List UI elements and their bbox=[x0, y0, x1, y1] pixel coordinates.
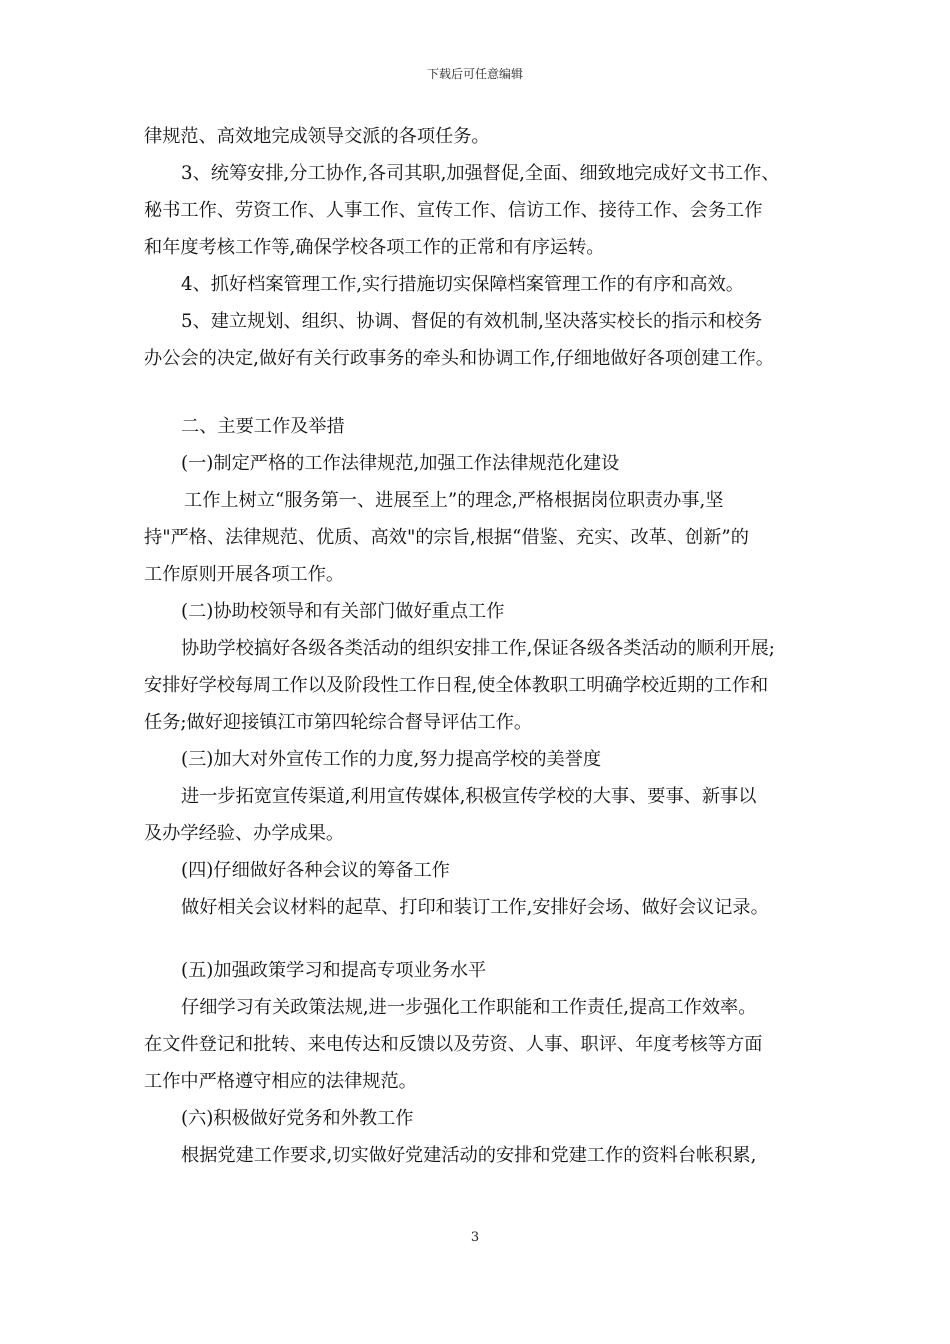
paragraph-line: 及办学经验、办学成果。 bbox=[144, 823, 345, 844]
paragraph-line: 任务;做好迎接镇江市第四轮综合督导评估工作。 bbox=[144, 712, 533, 733]
paragraph-line: 秘书工作、劳资工作、人事工作、宣传工作、信访工作、接待工作、会务工作 bbox=[144, 200, 763, 221]
page-number: 3 bbox=[470, 1230, 480, 1245]
paragraph-line: 持"严格、法律规范、优质、高效"的宗旨,根据“借鉴、充实、改革、创新”的 bbox=[144, 527, 749, 548]
paragraph-line: 和年度考核工作等,确保学校各项工作的正常和有序运转。 bbox=[144, 237, 605, 258]
paragraph-line: 律规范、高效地完成领导交派的各项任务。 bbox=[144, 126, 490, 147]
paragraph-line: 仔细学习有关政策法规,进一步强化工作职能和工作责任,提高工作效率。 bbox=[181, 997, 757, 1018]
paragraph-line: 在文件登记和批转、来电传达和反馈以及劳资、人事、职评、年度考核等方面 bbox=[144, 1034, 763, 1055]
paragraph-line: 工作原则开展各项工作。 bbox=[144, 564, 345, 585]
paragraph-line: 工作中严格遵守相应的法律规范。 bbox=[144, 1071, 417, 1092]
paragraph-line: 进一步拓宽宣传渠道,利用宣传媒体,积极宣传学校的大事、要事、新事以 bbox=[181, 786, 757, 807]
subsection-heading: (一)制定严格的工作法律规范,加强工作法律规范化建设 bbox=[181, 453, 620, 474]
paragraph-line: 4、抓好档案管理工作,实行措施切实保障档案管理工作的有序和高效。 bbox=[181, 274, 744, 295]
paragraph-line: 5、建立规划、组织、协调、督促的有效机制,坚决落实校长的指示和校务 bbox=[181, 311, 763, 332]
paragraph-line: 协助学校搞好各级各类活动的组织安排工作,保证各级各类活动的顺利开展; bbox=[181, 638, 775, 659]
document-body bbox=[144, 118, 824, 1174]
subsection-heading: (六)积极做好党务和外教工作 bbox=[181, 1108, 414, 1129]
section-heading: 二、主要工作及举措 bbox=[181, 416, 345, 437]
paragraph-line: 工作上树立“服务第一、进展至上”的理念,严格根据岗位职责办事,坚 bbox=[184, 490, 724, 511]
subsection-heading: (二)协助校领导和有关部门做好重点工作 bbox=[181, 601, 505, 622]
subsection-heading: (三)加大对外宣传工作的力度,努力提高学校的美誉度 bbox=[181, 749, 602, 770]
subsection-heading: (五)加强政策学习和提高专项业务水平 bbox=[181, 960, 487, 981]
paragraph-line: 安排好学校每周工作以及阶段性工作日程,使全体教职工明确学校近期的工作和 bbox=[144, 675, 769, 696]
paragraph-line: 做好相关会议材料的起草、打印和装订工作,安排好会场、做好会议记录。 bbox=[181, 897, 769, 918]
paragraph-line: 根据党建工作要求,切实做好党建活动的安排和党建工作的资料台帐积累, bbox=[181, 1145, 757, 1166]
subsection-heading: (四)仔细做好各种会议的筹备工作 bbox=[181, 860, 450, 881]
page-header: 下载后可任意编辑 bbox=[426, 67, 523, 81]
paragraph-line: 办公会的决定,做好有关行政事务的牵头和协调工作,仔细地做好各项创建工作。 bbox=[144, 348, 774, 369]
paragraph-line: 3、统筹安排,分工协作,各司其职,加强督促,全面、细致地完成好文书工作、 bbox=[181, 163, 780, 184]
